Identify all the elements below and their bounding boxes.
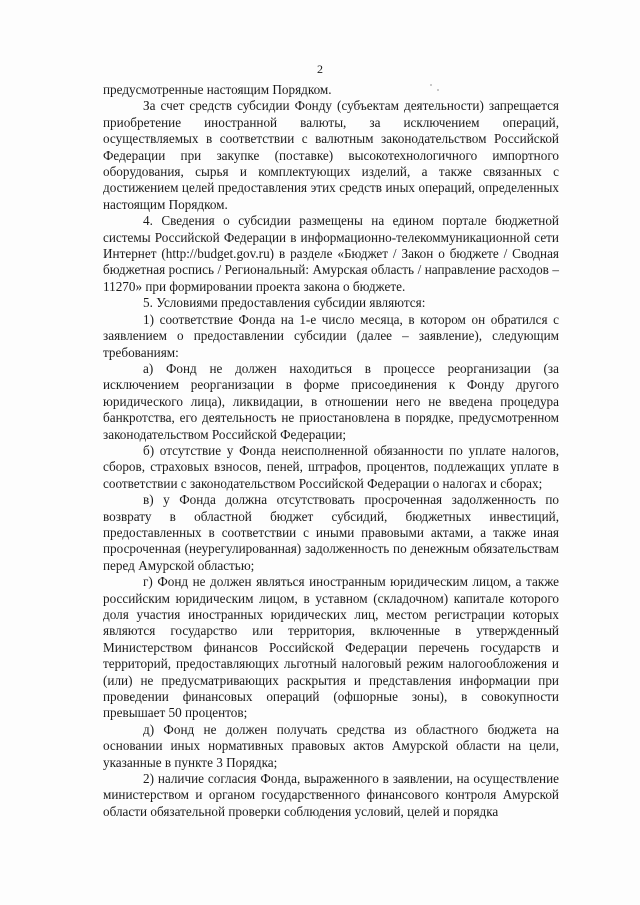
page-number: 2: [317, 62, 323, 76]
paragraph-subitem-v: в) у Фонда должна отсутствовать просроченная задолженность по возврату в областной бюджет субсидий, бюджетных инвестиций, предоставленных в соответствии с иными правовыми актами, а также иная просроченная (неурегулированная) задолженность по денежным обязательствам перед Амурской областью;: [103, 492, 559, 573]
paragraph-subitem-a: а) Фонд не должен находиться в процессе реорганизации (за исключением реорганизации в форме присоединения к Фонду другого юридического лица), ликвидации, в отношении него не введена процедура банкротства, его деятельность не приостановлена в порядке, предусмотренном законодательством Российской Федерации;: [103, 360, 559, 442]
paragraph-subitem-b: б) отсутствие у Фонда неисполненной обязанности по уплате налогов, сборов, страховых взносов, пеней, штрафов, процентов, подлежащих уплате в соответствии с законодательством Российской Федерации о налогах и сборах;: [103, 442, 559, 491]
paragraph-item-4: 4. Сведения о субсидии размещены на едином портале бюджетной системы Российской Федерации в информационно-телекоммуникационной сети Интернет (http://budget.gov.ru) в разделе «Бюджет / Закон о бюджете / Сводная бюджетная роспись / Региональный: Амурская область / направление расходов – 11270» при формировании проекта закона о бюджете.: [103, 213, 559, 294]
paragraph-subitem-2: 2) наличие согласия Фонда, выраженного в заявлении, на осуществление министерством и органом государственного финансового контроля Амурской области обязательной проверки соблюдения условий, целей и порядка: [103, 771, 559, 819]
paragraph-item-5: 5. Условиями предоставления субсидии являются:: [143, 295, 426, 311]
paragraph-subitem-1: 1) соответствие Фонда на 1-е число месяца, в котором он обратился с заявлением о предоставлении субсидии (далее – заявление), следующим требованиям:: [103, 311, 559, 360]
paragraph-currency-restriction: За счет средств субсидии Фонду (субъектам деятельности) запрещается приобретение иностранной валюты, за исключением операций, осуществляемых в соответствии с валютным законодательством Российской Федерации при закупке (поставке) высокотехнологичного импортного оборудования, сырья и комплектующих изделий, а также связанных с достижением целей предоставления этих средств иных операций, определенных настоящим Порядком.: [103, 98, 559, 212]
document-body: [103, 82, 559, 820]
paragraph-subitem-g: г) Фонд не должен являться иностранным юридическим лицом, а также российским юридическим лицом, в уставном (складочном) капитале которого доля участия иностранных юридических лиц, местом регистрации которых являются государство или территория, включенные в утвержденный Министерством финансов Российской Федерации перечень государств и территорий, предоставляющих льготный налоговый режим налогообложения и (или) не предусматривающих раскрытия и представления информации при проведении финансовых операций (офшорные зоны), в совокупности превышает 50 процентов;: [103, 574, 559, 721]
paragraph-continuation: предусмотренные настоящим Порядком.: [103, 82, 332, 97]
paragraph-subitem-d: д) Фонд не должен получать средства из областного бюджета на основании иных нормативных правовых актов Амурской области на цели, указанные в пункте 3 Порядка;: [103, 721, 559, 770]
